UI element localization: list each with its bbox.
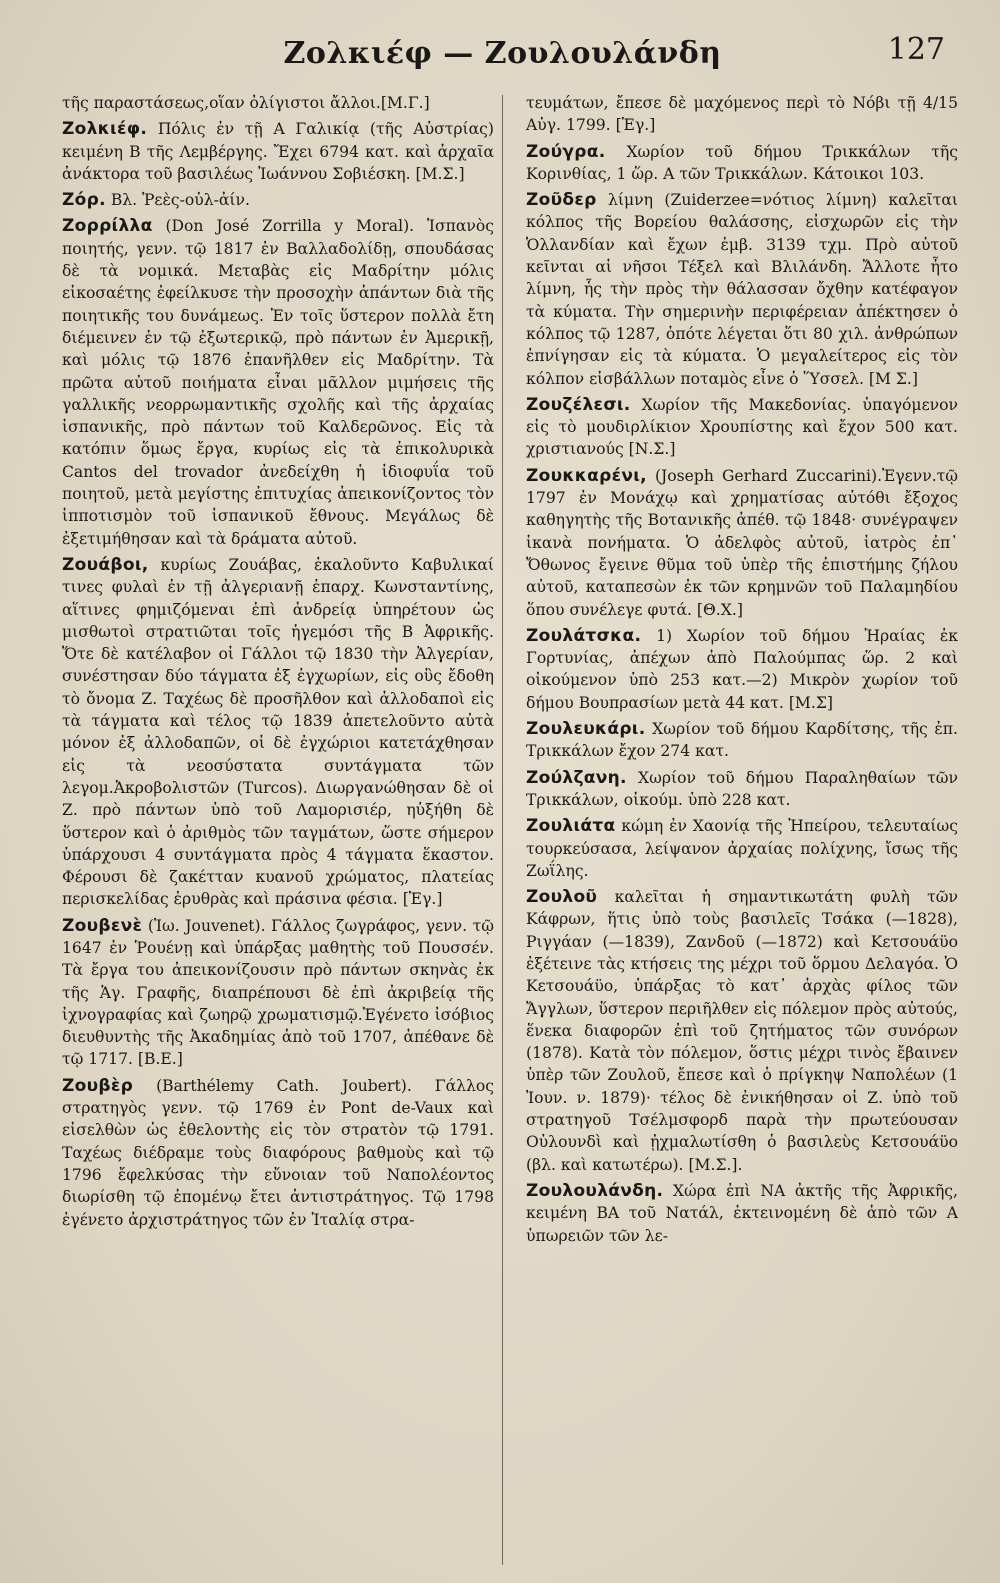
dictionary-entry [526,815,958,882]
entry-text: τευμάτων, ἔπεσε δὲ μαχόμενος περὶ τὸ Νόβι τῇ 4/15 Αὐγ. 1799. [Ἐγ.] [526,94,958,135]
entry-text: λίμνη (Zuiderzee=νότιος λίμνη) καλεῖται κόλπος τῆς Βορείου θαλάσσης, εἰσχωρῶν εἰς τὴν Ὁλλανδίαν καὶ ἔχων ἐμβ. 3139 τχμ. Πρὸ αὐτοῦ κεῖνται αἱ νῆσοι Τέξελ καὶ Βλιλάνδη. Ἄλλοτε ἦτο λίμνη, ἧς τὴν πρὸς τὴν θάλασσαν ὄχθην κατέφαγον τὰ κύματα. Τὴν σημερινὴν περιφέρειαν ἀπέκτησεν ὁ κόλπος τῷ 1287, ὁπότε λέγεται ὅτι 80 χιλ. ἀνθρώπων ἐπνίγησαν εἰς τὰ κύματα. Ὁ μεγαλείτερος εἰς τὸν κόλπον εἰσβάλλων ποταμὸς εἶνε ὁ Ὕσσελ. [Μ Σ.] [526,191,958,388]
right-column [526,92,958,1251]
entry-text: Χωρίον τοῦ δήμου Τρικκάλων τῆς Κορινθίας, 1 ὥρ. Α τῶν Τρικκάλων. Κάτοικοι 103. [526,142,958,183]
entry-text: Χωρίον τοῦ δήμου Καρδίτσης, τῆς ἐπ. Τρικκάλων ἔχον 274 κατ. [526,720,958,761]
dictionary-entry [62,118,494,185]
dictionary-entry [526,718,958,763]
entry-headword: Ζουλουλάνδη. [526,1180,664,1201]
dictionary-entry [526,1180,958,1247]
dictionary-entry [62,215,494,549]
page-number: 127 [887,32,945,67]
entry-text: καλεῖται ἡ σημαντικωτάτη φυλὴ τῶν Κάφρων, ἥτις ὑπὸ τοὺς βασιλεῖς Τσάκα (—1828), Ριγγάαν (—1839), Ζανδοῦ (—1872) καὶ Κετσουάϋο ἐξέτεινε τὰς κτήσεις της μέχρι τοῦ ὅρμου Δελαγόα. Ὁ Κετσουάϋο, ὑπάρξας τὸ κατ᾽ ἀρχὰς φίλος τῶν Ἄγγλων, ὕστερον περιῆλθεν εἰς πόλεμον πρὸς αὐτούς, ἕνεκα διαφορῶν ἐπὶ τοῦ ζητήματος τῶν συνόρων (1878). Κατὰ τὸν πόλεμον, ὅστις μέχρι τινὸς ἔβαινεν ὑπὲρ τῶν Ζουλοῦ, ἔπεσε καὶ ὁ πρίγκηψ Ναπολέων (1 Ἰουν. ν. 1879)· τέλος δὲ ἐνικήθησαν οἱ Ζ. ὑπὸ τοῦ στρατηγοῦ Τσέλμσφορδ παρὰ τὴν πρωτεύουσαν Οὐλουνδὶ καὶ ᾐχμαλωτίσθη ὁ βασιλεὺς Κετσουάϋο (βλ. καὶ κατωτέρω). [Μ.Σ.]. [526,888,958,1174]
column-divider [502,95,503,1565]
page-header [60,30,945,80]
entry-headword: Ζορρίλλα [62,216,153,237]
dictionary-entry [62,554,494,911]
entry-text: κυρίως Ζουάβας, ἐκαλοῦντο Καβυλικαί τινες φυλαὶ ἐν τῇ ἀλγεριανῇ ἐπαρχ. Κωνσταντίνης, αἵτινες φημιζόμεναι ἐπὶ ἀνδρείᾳ ὑπηρέτουν ὡς μισθωτοὶ στρατιῶται τοῖς ἡγεμόσι τῆς Β Ἀφρικῆς. Ὅτε δὲ κατέλαβον οἱ Γάλλοι τῷ 1830 τὴν Ἀλγερίαν, συνέστησαν δύο τάγματα ἐξ ἐγχωρίων, εἰς οὓς ἔδοθη τὸ ὄνομα Ζ. Ταχέως δὲ προσῆλθον καὶ ἀλλοδαποὶ εἰς τὰ τάγματα καὶ τέλος τῷ 1839 ἀπετελοῦντο αὐτὰ μόνον ἐξ ἀλλοδαπῶν, οἱ δὲ ἐγχώριοι κατετάχθησαν εἰς τὰ νεοσύστατα συντάγματα τῶν λεγομ.Ἀκροβολιστῶν (Turcos). Διωργανώθησαν δὲ οἱ Ζ. πρὸ πάντων ὑπὸ τοῦ Λαμορισιέρ, ηὐξήθη δὲ ὕστερον καὶ ὁ ἀριθμὸς τῶν ταγμάτων, ὥστε σήμερον ὑπάρχουσι 4 συντάγματα πρὸς 4 τάγματα ἕκαστον. Φέρουσι δὲ ζακέτταν κυανοῦ χρώματος, πλατείας περισκελίδας ἐρυθρὰς καὶ πράσινα φέσια. [Ἐγ.] [62,555,494,909]
entry-headword: Ζουζέλεσι. [526,394,631,415]
entry-text: (Don José Zorrilla y Moral). Ἱσπανὸς ποιητής, γενν. τῷ 1817 ἐν Βαλλαδολίδῃ, σπουδάσας δὲ τὰ νομικά. Μεταβὰς εἰς Μαδρίτην μόλις εἰκοσαέτης ἐφείλκυσε τὴν προσοχὴν ἁπάντων διὰ τῆς ποιητικῆς του δυνάμεως. Ἐν τοῖς ὕστερον πολλὰ ἔτη διέμεινεν ἐν τῷ ἐξωτερικῷ, πρὸ πάντων ἐν Ἀμερικῇ, καὶ μόλις τῷ 1876 ἐπανῆλθεν εἰς Μαδρίτην. Τὰ πρῶτα αὐτοῦ ποιήματα εἶναι μᾶλλον μιμήσεις τῆς γαλλικῆς νεορρωμαντικῆς σχολῆς καὶ τῆς ἀρχαίας ἱσπανικῆς, πρὸ πάντων τοῦ Καλδερῶνος. Εἰς τὰ κατόπιν ὅμως ἔργα, κυρίως εἰς τὰ ἐπικολυρικὰ Cantos del trovador ἀνεδείχθη ἡ ἰδιοφυΐα τοῦ ποιητοῦ, μετὰ μεγίστης ἐπιτυχίας ἀπεικονίζοντος τὸν ἱπποτισμὸν τοῦ ἱσπανικοῦ ἔθνους. Μεγάλως δὲ ἐξετιμήθησαν καὶ τὰ δράματα αὐτοῦ. [62,217,494,548]
entry-text: Πόλις ἐν τῇ Α Γαλικίᾳ (τῆς Αὐστρίας) κειμένη Β τῆς Λεμβέργης. Ἔχει 6794 κατ. καὶ ἀρχαῖα ἀνάκτορα τοῦ βασιλέως Ἰωάννου Σοβιέσκη. [Μ.Σ.] [62,120,495,183]
entry-headword: Ζουλευκάρι. [526,719,646,740]
entry-text: κώμη ἐν Χαονίᾳ τῆς Ἠπείρου, τελευταίως τουρκεύσασα, λείψανον ἀρχαίας πολίχνης, ἴσως τῆς Ζωΐλης. [526,817,958,880]
entry-text: (Ἰω. Jouvenet). Γάλλος ζωγράφος, γενν. τῷ 1647 ἐν Ῥουένῃ καὶ ὑπάρξας μαθητὴς τοῦ Πουσσέν. Τὰ ἔργα του ἀπεικονίζουσιν πρὸ πάντων σκηνὰς ἐκ τῆς Ἁγ. Γραφῆς, διαπρέπουσι δὲ ἐπὶ ἀκριβείᾳ τῆς ἰχνογραφίας καὶ ζωηρῷ χρωματισμῷ.Ἐγένετο ἰσόβιος διευθυντὴς τῆς Ἀκαδημίας ἀπὸ τοῦ 1707, ἀπέθανε δὲ τῷ 1717. [Β.Ε.] [62,916,494,1069]
dictionary-entry [526,767,958,812]
entry-text: Χωρίον τῆς Μακεδονίας. ὑπαγόμενον εἰς τὸ μουδιρλίκιον Χρουπίστης καὶ ἔχον 500 κατ. χριστιανούς [Ν.Σ.] [526,395,958,459]
dictionary-entry [62,915,494,1071]
entry-headword: Ζόρ. [62,190,106,211]
dictionary-entry [62,1075,494,1231]
entry-headword: Ζούγρα. [526,141,606,162]
entry-text: (Barthélemy Cath. Joubert). Γάλλος στρατηγὸς γενν. τῷ 1769 ἐν Pont de-Vaux καὶ εἰσελθὼν ὡς ἐθελοντὴς εἰς τὸν στρατὸν τῷ 1791. Ταχέως διέδραμε τοὺς διαφόρους βαθμοὺς καὶ τῷ 1796 ἔφελκύσας τὴν εὔνοιαν τοῦ Ναπολέοντος διωρίσθη τῷ ἐπομένῳ ἔτει ἀντιστράτηγος. Τῷ 1798 ἐγένετο ἀρχιστράτηγος τῶν ἐν Ἰταλίᾳ στρα- [62,1076,494,1229]
entry-headword: Ζοῦδερ [526,190,597,211]
entry-text: Βλ. Ῥεὲς-οὐλ-ἀίν. [110,191,250,210]
entry-headword: Ζουκκαρένι, [526,465,647,486]
entry-headword: Ζούλζανη. [526,767,627,788]
entry-text: τῆς παραστάσεως,οἵαν ὀλίγιστοι ἄλλοι.[Μ.Γ.] [62,94,430,112]
entry-headword: Ζολκιέφ. [62,119,148,140]
entry-headword: Ζουλιάτα [526,816,616,837]
entry-headword: Ζουλοῦ [526,887,598,908]
entry-text: Χωρίον τοῦ δήμου Παραληθαίων τῶν Τρικκάλων, οἰκούμ. ὑπὸ 228 κατ. [526,768,958,809]
dictionary-entry [62,92,494,114]
entry-headword: Ζουβὲρ [62,1075,134,1096]
entry-headword: Ζουλάτσκα. [526,625,642,646]
entry-headword: Ζουάβοι, [62,554,149,575]
dictionary-entry [62,189,494,211]
entry-text: Χώρα ἐπὶ ΝΑ ἀκτῆς τῆς Ἀφρικῆς, κειμένη ΒΑ τοῦ Νατάλ, ἐκτεινομένη δὲ ἀπὸ τῶν Α ὑπωρειῶν τῶν λε- [526,1181,958,1245]
running-title: Ζολκιέφ — Ζουλουλάνδη [283,36,722,71]
entry-headword: Ζουβενὲ [62,915,143,936]
dictionary-entry [526,465,958,621]
dictionary-entry [526,625,958,714]
entry-text: 1) Χωρίον τοῦ δήμου Ἡραίας ἐκ Γορτυνίας, ἀπέχων ἀπὸ Παλούμπας ὥρ. 2 καὶ οἰκούμενον ὑπὸ 253 κατ.—2) Μικρὸν χωρίον τοῦ δήμου Βουπρασίων μετὰ 44 κατ. [Μ.Σ] [526,626,958,712]
left-column [62,92,494,1235]
dictionary-entry [526,92,958,137]
dictionary-entry [526,189,958,390]
dictionary-entry [526,886,958,1176]
entry-text: (Joseph Gerhard Zuccarini).Ἐγενν.τῷ 1797 ἐν Μονάχῳ καὶ χρηματίσας αὐτόθι ἔξοχος καθηγητὴς τῆς Βοτανικῆς ἀπέθ. τῷ 1848· συνέγραψεν ἱκανὰ πονήματα. Ὁ ἀδελφὸς αὐτοῦ, ἰατρὸς ἐπ᾽ Ὄθωνος ἔγεινε θῦμα τοῦ ὑπὲρ τῆς ἐπιστήμης ζήλου αὐτοῦ, καταπεσὼν ἐκ τῶν κρημνῶν τοῦ Παλαμηδίου ὅπου συνέλεγε φυτά. [Θ.Χ.] [526,466,958,619]
dictionary-entry [526,394,958,461]
dictionary-entry [526,141,958,186]
